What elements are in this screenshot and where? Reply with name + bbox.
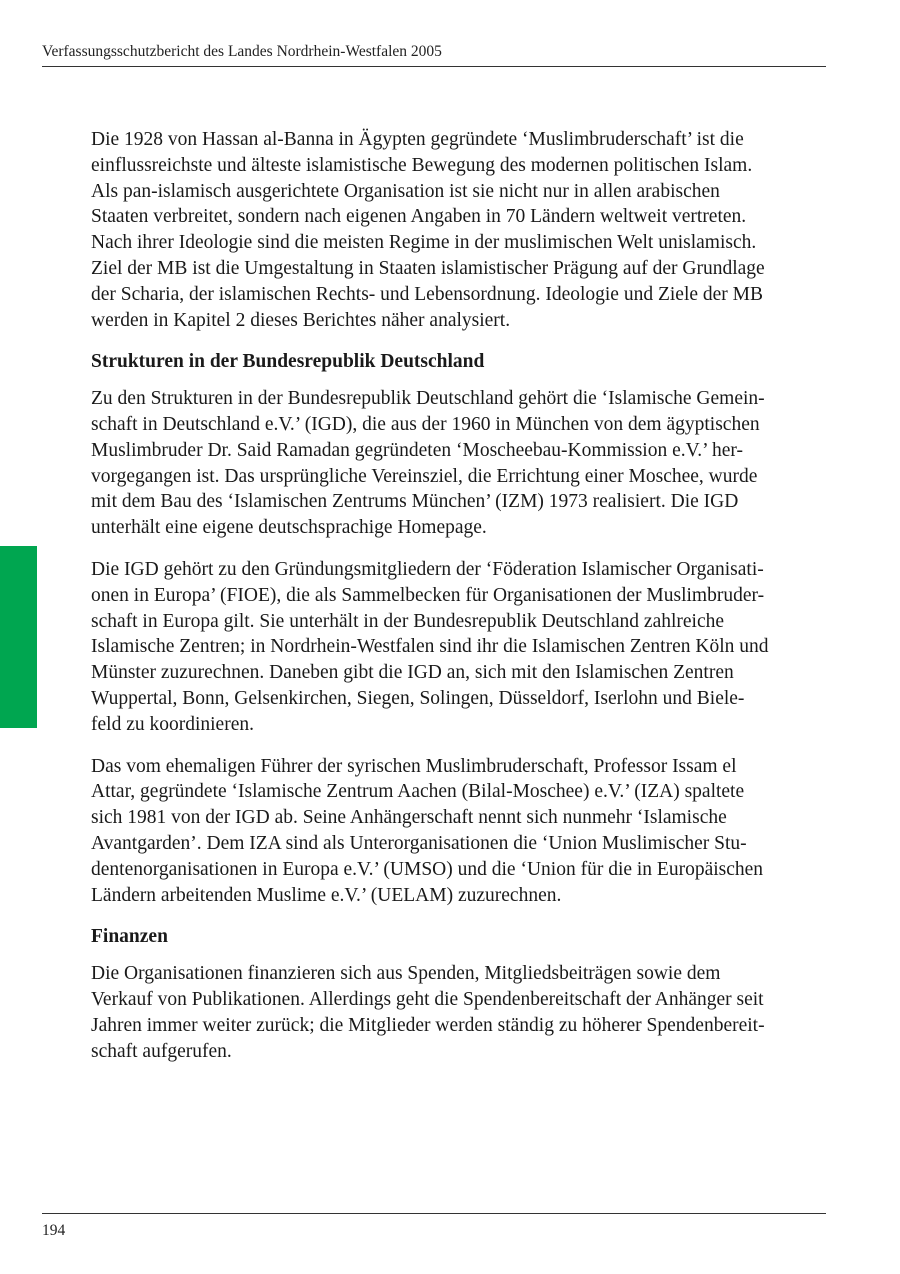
- text-line: Als pan-islamisch ausgerichtete Organisation ist sie nicht nur in allen arabischen: [91, 180, 720, 202]
- text-line: Attar, gegründete ‘Islamische Zentrum Aachen (Bilal-Moschee) e.V.’ (IZA) spaltete: [91, 781, 745, 803]
- text-line: onen in Europa’ (FIOE), die als Sammelbecken für Organisationen der Muslimbruder-: [91, 584, 765, 606]
- text-line: vorgegangen ist. Das ursprüngliche Vereinsziel, die Errichtung einer Moschee, wurde: [91, 465, 758, 487]
- paragraph-fioe: [91, 557, 827, 738]
- text-line: Die 1928 von Hassan al-Banna in Ägypten gegründete ‘Muslimbruderschaft’ ist die: [91, 129, 744, 150]
- running-header: Verfassungsschutzbericht des Landes Nordrhein-Westfalen 2005: [42, 43, 442, 60]
- text-line: Münster zuzurechnen. Daneben gibt die IGD an, sich mit den Islamischen Zentren: [91, 662, 734, 684]
- text-line: Jahren immer weiter zurück; die Mitglieder werden ständig zu höherer Spendenbereit-: [91, 1014, 765, 1036]
- text-line: schaft in Europa gilt. Sie unterhält in der Bundesrepublik Deutschland zahlreiche: [91, 610, 725, 632]
- text-line: Ziel der MB ist die Umgestaltung in Staaten islamistischer Prägung auf der Grundlage: [91, 257, 765, 279]
- text-line: Das vom ehemaligen Führer der syrischen Muslimbruderschaft, Professor Issam el: [91, 755, 737, 777]
- text-line: unterhält eine eigene deutschsprachige Homepage.: [91, 517, 487, 539]
- paragraph-igd: [91, 386, 827, 541]
- text-line: Staaten verbreitet, sondern nach eigenen Angaben in 70 Ländern weltweit vertreten.: [91, 206, 747, 228]
- text-line: Islamische Zentren; in Nordrhein-Westfalen sind ihr die Islamischen Zentren Köln und: [91, 636, 769, 658]
- text-line: schaft aufgerufen.: [91, 1040, 232, 1062]
- page-content: [91, 127, 827, 1080]
- paragraph-finanzen: [91, 961, 827, 1064]
- text-line: Wuppertal, Bonn, Gelsenkirchen, Siegen, Solingen, Düsseldorf, Iserlohn und Biele-: [91, 687, 745, 709]
- text-line: mit dem Bau des ‘Islamischen Zentrums München’ (IZM) 1973 realisiert. Die IGD: [91, 491, 739, 513]
- text-line: schaft in Deutschland e.V.’ (IGD), die aus der 1960 in München von dem ägyptischen: [91, 413, 760, 435]
- text-line: Nach ihrer Ideologie sind die meisten Regime in der muslimischen Welt unislamisch.: [91, 232, 757, 254]
- footer-rule: [42, 1213, 826, 1214]
- text-line: der Scharia, der islamischen Rechts- und Lebensordnung. Ideologie und Ziele der MB: [91, 283, 764, 305]
- text-line: werden in Kapitel 2 dieses Berichtes näher analysiert.: [91, 309, 511, 331]
- text-line: Zu den Strukturen in der Bundesrepublik Deutschland gehört die ‘Islamische Gemein-: [91, 388, 765, 410]
- text-line: Die IGD gehört zu den Gründungsmitgliedern der ‘Föderation Islamischer Organisati-: [91, 558, 764, 580]
- chapter-tab-marker: [0, 546, 37, 728]
- text-line: sich 1981 von der IGD ab. Seine Anhängerschaft nennt sich nunmehr ‘Islamische: [91, 807, 727, 829]
- text-line: Muslimbruder Dr. Said Ramadan gegründeten ‘Moscheebau-Kommission e.V.’ her-: [91, 439, 743, 461]
- text-line: einflussreichste und älteste islamistische Bewegung des modernen politischen Islam.: [91, 154, 753, 176]
- header-rule: [42, 66, 826, 67]
- text-line: dentenorganisationen in Europa e.V.’ (UMSO) und die ‘Union für die in Europäischen: [91, 858, 764, 880]
- text-line: feld zu koordinieren.: [91, 713, 254, 735]
- text-line: Verkauf von Publikationen. Allerdings geht die Spendenbereitschaft der Anhänger seit: [91, 988, 764, 1010]
- section-heading-finanzen: Finanzen: [91, 926, 168, 948]
- text-line: Avantgarden’. Dem IZA sind als Unterorganisationen die ‘Union Muslimischer Stu-: [91, 832, 747, 854]
- paragraph-iza: [91, 754, 827, 909]
- page-number: 194: [42, 1222, 66, 1239]
- section-heading-strukturen: Strukturen in der Bundesrepublik Deutschland: [91, 351, 485, 373]
- paragraph-muslimbruderschaft-intro: [91, 127, 827, 333]
- text-line: Die Organisationen finanzieren sich aus Spenden, Mitgliedsbeiträgen sowie dem: [91, 963, 721, 985]
- text-line: Ländern arbeitenden Muslime e.V.’ (UELAM) zuzurechnen.: [91, 884, 562, 906]
